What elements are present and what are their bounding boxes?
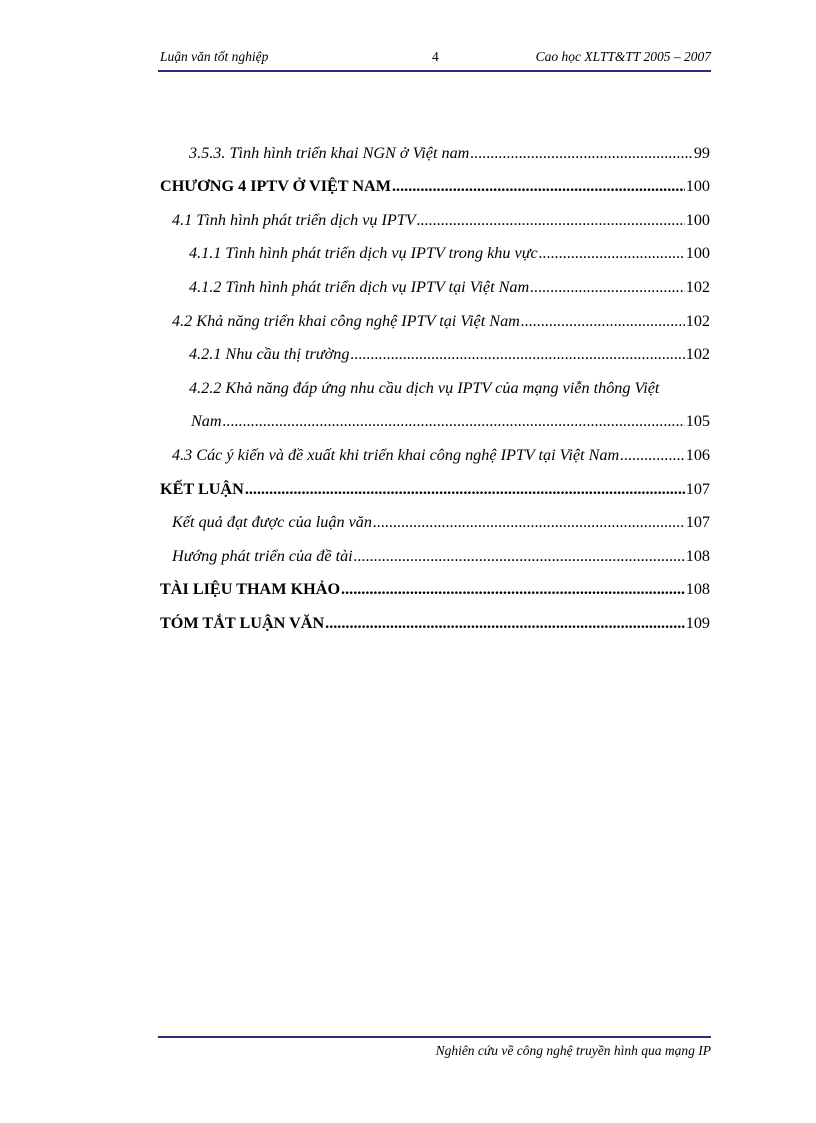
toc-entry-page: 102: [685, 311, 710, 330]
toc-entry-page: 107: [685, 513, 710, 532]
toc-entry-title: 4.2.2 Khả năng đáp ứng nhu cầu dịch vụ IPTV của mạng viễn thông Việt: [189, 378, 660, 397]
footer-rule: [158, 1036, 711, 1038]
page-number: 4: [432, 49, 439, 64]
toc-entry[interactable]: [160, 129, 710, 163]
toc-entry-title: 4.1 Tình hình phát triển dịch vụ IPTV: [172, 210, 416, 229]
toc-leader-dots: [392, 177, 685, 196]
toc-entry-page: 108: [685, 580, 710, 599]
toc-entry-page: 108: [685, 546, 710, 565]
toc-leader-dots: [373, 513, 685, 532]
toc-entry-first-line[interactable]: [160, 364, 710, 398]
toc-entry[interactable]: [160, 331, 710, 365]
toc-entry-page: 99: [693, 143, 710, 162]
toc-entry-page: 105: [685, 412, 710, 431]
toc-entry[interactable]: [160, 297, 710, 331]
toc-entry[interactable]: [160, 465, 710, 499]
toc-leader-dots: [354, 547, 685, 566]
toc-entry-title: Kết quả đạt được của luận văn: [172, 513, 372, 532]
toc-entry-page: 100: [685, 210, 710, 229]
toc-entry-page: 102: [685, 345, 710, 364]
toc-entry-title: 4.2.1 Nhu cầu thị trường: [189, 345, 350, 364]
toc-entry-title: 4.1.2 Tình hình phát triển dịch vụ IPTV tại Việt Nam: [189, 277, 530, 296]
toc-entry[interactable]: [160, 431, 710, 465]
toc-entry[interactable]: [160, 566, 710, 600]
toc-entry-title: 4.2 Khả năng triển khai công nghệ IPTV tại Việt Nam: [172, 311, 520, 330]
page-footer: Nghiên cứu về công nghệ truyền hình qua mạng IP: [435, 1043, 711, 1058]
toc-entry-title: Hướng phát triển của đề tài: [172, 546, 353, 565]
toc-leader-dots: [350, 345, 684, 364]
toc-leader-dots: [470, 144, 692, 163]
toc-entry[interactable]: [160, 230, 710, 264]
toc-leader-dots: [530, 278, 684, 297]
toc-entry-page: 107: [685, 479, 710, 498]
toc-entry[interactable]: [160, 163, 710, 197]
toc-entry-title: TÀI LIỆU THAM KHẢO: [160, 580, 341, 599]
toc-leader-dots: [341, 580, 685, 599]
toc-entry-page: 100: [685, 177, 710, 196]
toc-entry-title: 4.3 Các ý kiến và đề xuất khi triển khai công nghệ IPTV tại Việt Nam: [172, 445, 620, 464]
toc-leader-dots: [417, 211, 685, 230]
toc-entry[interactable]: [160, 599, 710, 633]
toc-entry-title: CHƯƠNG 4 IPTV Ở VIỆT NAM: [160, 177, 391, 196]
toc-entry-title: 3.5.3. Tình hình triển khai NGN ở Việt nam: [189, 143, 470, 162]
toc-entry-title: TÓM TẮT LUẬN VĂN: [160, 613, 325, 632]
toc-entry-title: KẾT LUẬN: [160, 479, 244, 498]
toc-entry-page: 100: [685, 244, 710, 263]
toc-entry[interactable]: [160, 499, 710, 533]
toc-entry[interactable]: [160, 196, 710, 230]
toc-entry-continuation[interactable]: [160, 398, 710, 432]
toc-leader-dots: [620, 446, 685, 465]
toc-entry-page: 102: [685, 277, 710, 296]
toc-leader-dots: [245, 480, 685, 499]
toc-leader-dots: [521, 312, 685, 331]
toc-entry-page: 109: [685, 613, 710, 632]
toc-entry[interactable]: [160, 532, 710, 566]
toc-entry-title: 4.1.1 Tình hình phát triển dịch vụ IPTV trong khu vực: [189, 244, 538, 263]
toc-leader-dots: [539, 244, 685, 263]
toc-leader-dots: [223, 412, 685, 431]
table-of-contents: [160, 129, 710, 633]
page-header: [158, 47, 711, 67]
toc-entry-page: 106: [685, 445, 710, 464]
header-left-text: Luận văn tốt nghiệp: [160, 49, 269, 64]
toc-entry-title-continued: Nam: [191, 412, 222, 431]
toc-entry[interactable]: [160, 263, 710, 297]
header-rule: [158, 70, 711, 72]
toc-leader-dots: [325, 614, 685, 633]
header-right-text: Cao học XLTT&TT 2005 – 2007: [535, 49, 711, 64]
